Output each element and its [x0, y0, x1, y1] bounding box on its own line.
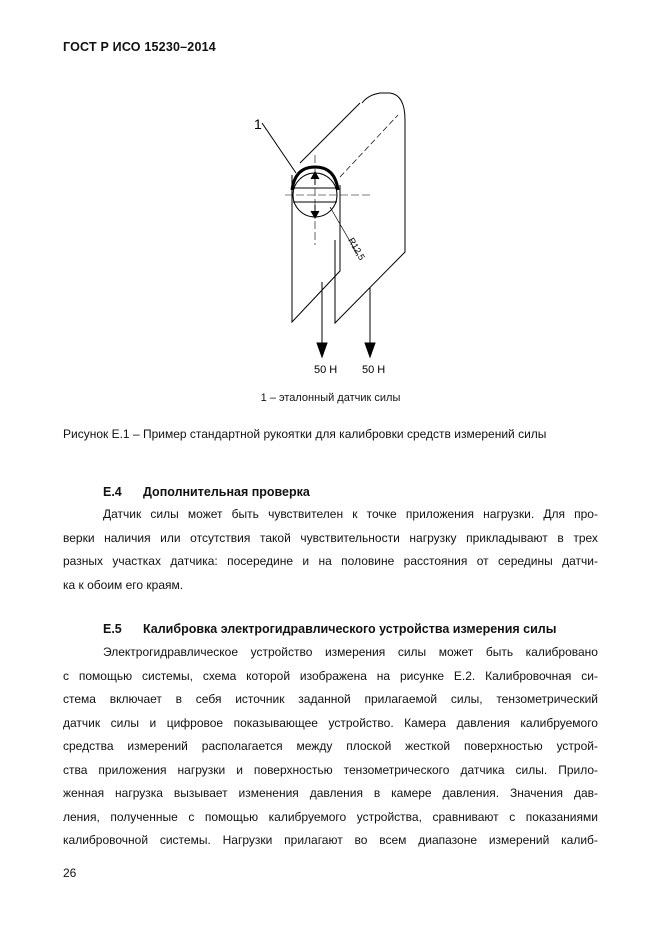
- word: источник: [235, 692, 285, 706]
- word: помощью: [204, 809, 259, 824]
- section-e5-number: Е.5: [103, 622, 122, 636]
- paragraph-line: [63, 712, 598, 736]
- word: калибровочной: [63, 833, 149, 847]
- word: средства: [63, 739, 114, 753]
- handle-left-plate: [292, 175, 340, 322]
- word: наличия: [104, 530, 151, 545]
- word: плоской: [346, 739, 392, 753]
- callout-leader: [262, 123, 296, 173]
- section-e4-number: Е.4: [103, 485, 122, 499]
- word: расстояния: [403, 554, 468, 568]
- word: включает: [109, 692, 162, 706]
- word: датчика: [460, 762, 505, 777]
- word: нагрузка: [115, 786, 163, 800]
- word: дав-: [573, 786, 598, 800]
- word: измерений: [488, 833, 550, 847]
- paragraph-line: [63, 641, 598, 665]
- word: заданной: [298, 692, 351, 706]
- word: калибровано: [525, 645, 598, 659]
- word: датчик: [63, 715, 101, 730]
- word: на: [318, 554, 332, 568]
- force-label-right: 50 H: [362, 364, 386, 376]
- word: поверхностью: [464, 739, 543, 753]
- section-e5-title: Калибровка электрогидравлического устройства измерения силы: [143, 622, 557, 636]
- word: может: [187, 507, 223, 521]
- word: ления,: [63, 809, 100, 824]
- word: точке: [366, 507, 397, 521]
- figure-legend: 1 – эталонный датчик силы: [260, 392, 401, 404]
- document-header: ГОСТ Р ИСО 15230–2014: [63, 40, 216, 54]
- word: тензометрический: [496, 692, 598, 706]
- word: устройства,: [356, 809, 422, 824]
- word: силы: [397, 645, 427, 659]
- word: калибруемого: [520, 715, 598, 730]
- word: прикладывают: [466, 530, 548, 545]
- word: Для: [543, 507, 565, 521]
- word: чувствителен: [268, 507, 344, 521]
- word: давления: [309, 786, 363, 800]
- word: сравнивают: [432, 809, 499, 824]
- word: половине: [341, 554, 395, 568]
- word: в: [373, 786, 381, 800]
- word: показывающее: [233, 715, 318, 730]
- word: силы: [150, 507, 179, 521]
- word: которой: [246, 668, 291, 683]
- word: датчи-: [562, 554, 598, 568]
- handle-diagram: [240, 85, 430, 385]
- word: ства: [63, 762, 88, 777]
- paragraph-line: [63, 688, 598, 712]
- word: диапазоне: [418, 833, 478, 847]
- force-arrow-left-head: [317, 343, 327, 357]
- word: во: [354, 833, 368, 847]
- word: участках: [112, 554, 161, 568]
- word: такой: [259, 530, 291, 545]
- word: полученные: [110, 809, 178, 824]
- word: си-: [581, 668, 598, 683]
- word: трех: [573, 530, 598, 545]
- word: и: [149, 715, 157, 730]
- section-e4-body: [63, 503, 598, 597]
- word: Калибровочная: [485, 668, 572, 683]
- word: вызывает: [173, 786, 228, 800]
- word: поверхностью: [253, 762, 333, 777]
- word: от: [476, 554, 489, 568]
- word: давления: [456, 715, 510, 730]
- word: с: [509, 809, 516, 824]
- word: к: [352, 507, 358, 521]
- word: схема: [202, 668, 237, 683]
- word: на: [376, 668, 391, 683]
- word: датчика:: [170, 554, 218, 568]
- radius-label: R12,5: [346, 236, 367, 262]
- paragraph-line: [63, 829, 598, 853]
- word: отсутствия: [190, 530, 251, 545]
- word: или: [160, 530, 181, 545]
- word: Камера: [404, 715, 447, 730]
- word: Значения: [510, 786, 564, 800]
- word: нагрузки.: [483, 507, 535, 521]
- paragraph-line: [63, 735, 598, 759]
- word: измерений: [127, 739, 188, 753]
- word: изменения: [238, 786, 299, 800]
- word: про-: [574, 507, 598, 521]
- word: тензометрического: [343, 762, 450, 777]
- word: в: [175, 692, 183, 706]
- word: Датчик: [103, 507, 142, 521]
- word: быть: [231, 507, 259, 521]
- paragraph-line: [63, 665, 598, 689]
- paragraph-line: [63, 782, 598, 806]
- section-e5-body: [63, 641, 598, 853]
- word: посередине: [227, 554, 294, 568]
- word: показаниями: [525, 809, 598, 824]
- paragraph-line: [63, 806, 598, 830]
- word: может: [438, 645, 474, 659]
- page-number: 26: [63, 866, 77, 880]
- word: всем: [379, 833, 407, 847]
- word: устройство: [250, 645, 313, 659]
- word: с: [188, 809, 195, 824]
- word: верки: [63, 530, 95, 545]
- word: устрой-: [556, 739, 598, 753]
- word: нагрузку: [409, 530, 457, 545]
- word: камере: [391, 786, 432, 800]
- word: устройство.: [328, 715, 394, 730]
- section-e4-heading: [103, 485, 310, 499]
- figure-handle-drawing: [240, 85, 430, 385]
- force-arrow-right-head: [365, 343, 375, 357]
- word: прилагаемой: [364, 692, 438, 706]
- word: нагрузки: [177, 762, 226, 777]
- word: Нагрузки: [222, 833, 273, 847]
- word: помощью: [78, 668, 133, 683]
- word: измерения: [324, 645, 386, 659]
- word: калиб-: [561, 833, 598, 847]
- section-e5-heading: [103, 622, 556, 636]
- word: Электрогидравлическое: [103, 645, 239, 659]
- paragraph-line: [63, 503, 598, 527]
- word: давления.: [442, 786, 500, 800]
- word: Прило-: [558, 762, 598, 777]
- word: между: [296, 739, 333, 753]
- word: прилагают: [284, 833, 343, 847]
- word: приложения: [98, 762, 167, 777]
- word: и: [236, 762, 243, 777]
- section-e4-title: Дополнительная проверка: [143, 485, 310, 499]
- callout-label: 1: [254, 116, 262, 132]
- word: середины: [498, 554, 553, 568]
- word: чувствительности: [300, 530, 400, 545]
- word: силы: [110, 715, 139, 730]
- word: разных: [63, 554, 103, 568]
- word: силы.: [515, 762, 548, 777]
- paragraph-line: [63, 550, 598, 574]
- word: в: [557, 530, 564, 545]
- word: быть: [485, 645, 514, 659]
- word: женная: [63, 786, 105, 800]
- word: с: [63, 668, 69, 683]
- word: стема: [63, 692, 96, 706]
- word: калибруемого: [268, 809, 347, 824]
- word: силы,: [450, 692, 483, 706]
- word: системы,: [141, 668, 193, 683]
- word: изображена: [299, 668, 367, 683]
- paragraph-line: [63, 527, 598, 551]
- paragraph-line: ка к обоим его краям.: [63, 577, 184, 592]
- paragraph-line: [63, 759, 598, 783]
- figure-caption: Рисунок Е.1 – Пример стандартной рукоятки для калибровки средств измерений силы: [63, 427, 547, 441]
- force-label-left: 50 H: [314, 364, 338, 376]
- word: Е.2.: [453, 668, 476, 683]
- word: системы.: [159, 833, 211, 847]
- word: и: [302, 554, 310, 568]
- word: себя: [195, 692, 222, 706]
- word: жесткой: [405, 739, 451, 753]
- word: рисунке: [399, 668, 445, 683]
- word: приложения: [405, 507, 474, 521]
- word: располагается: [201, 739, 283, 753]
- word: цифровое: [166, 715, 224, 730]
